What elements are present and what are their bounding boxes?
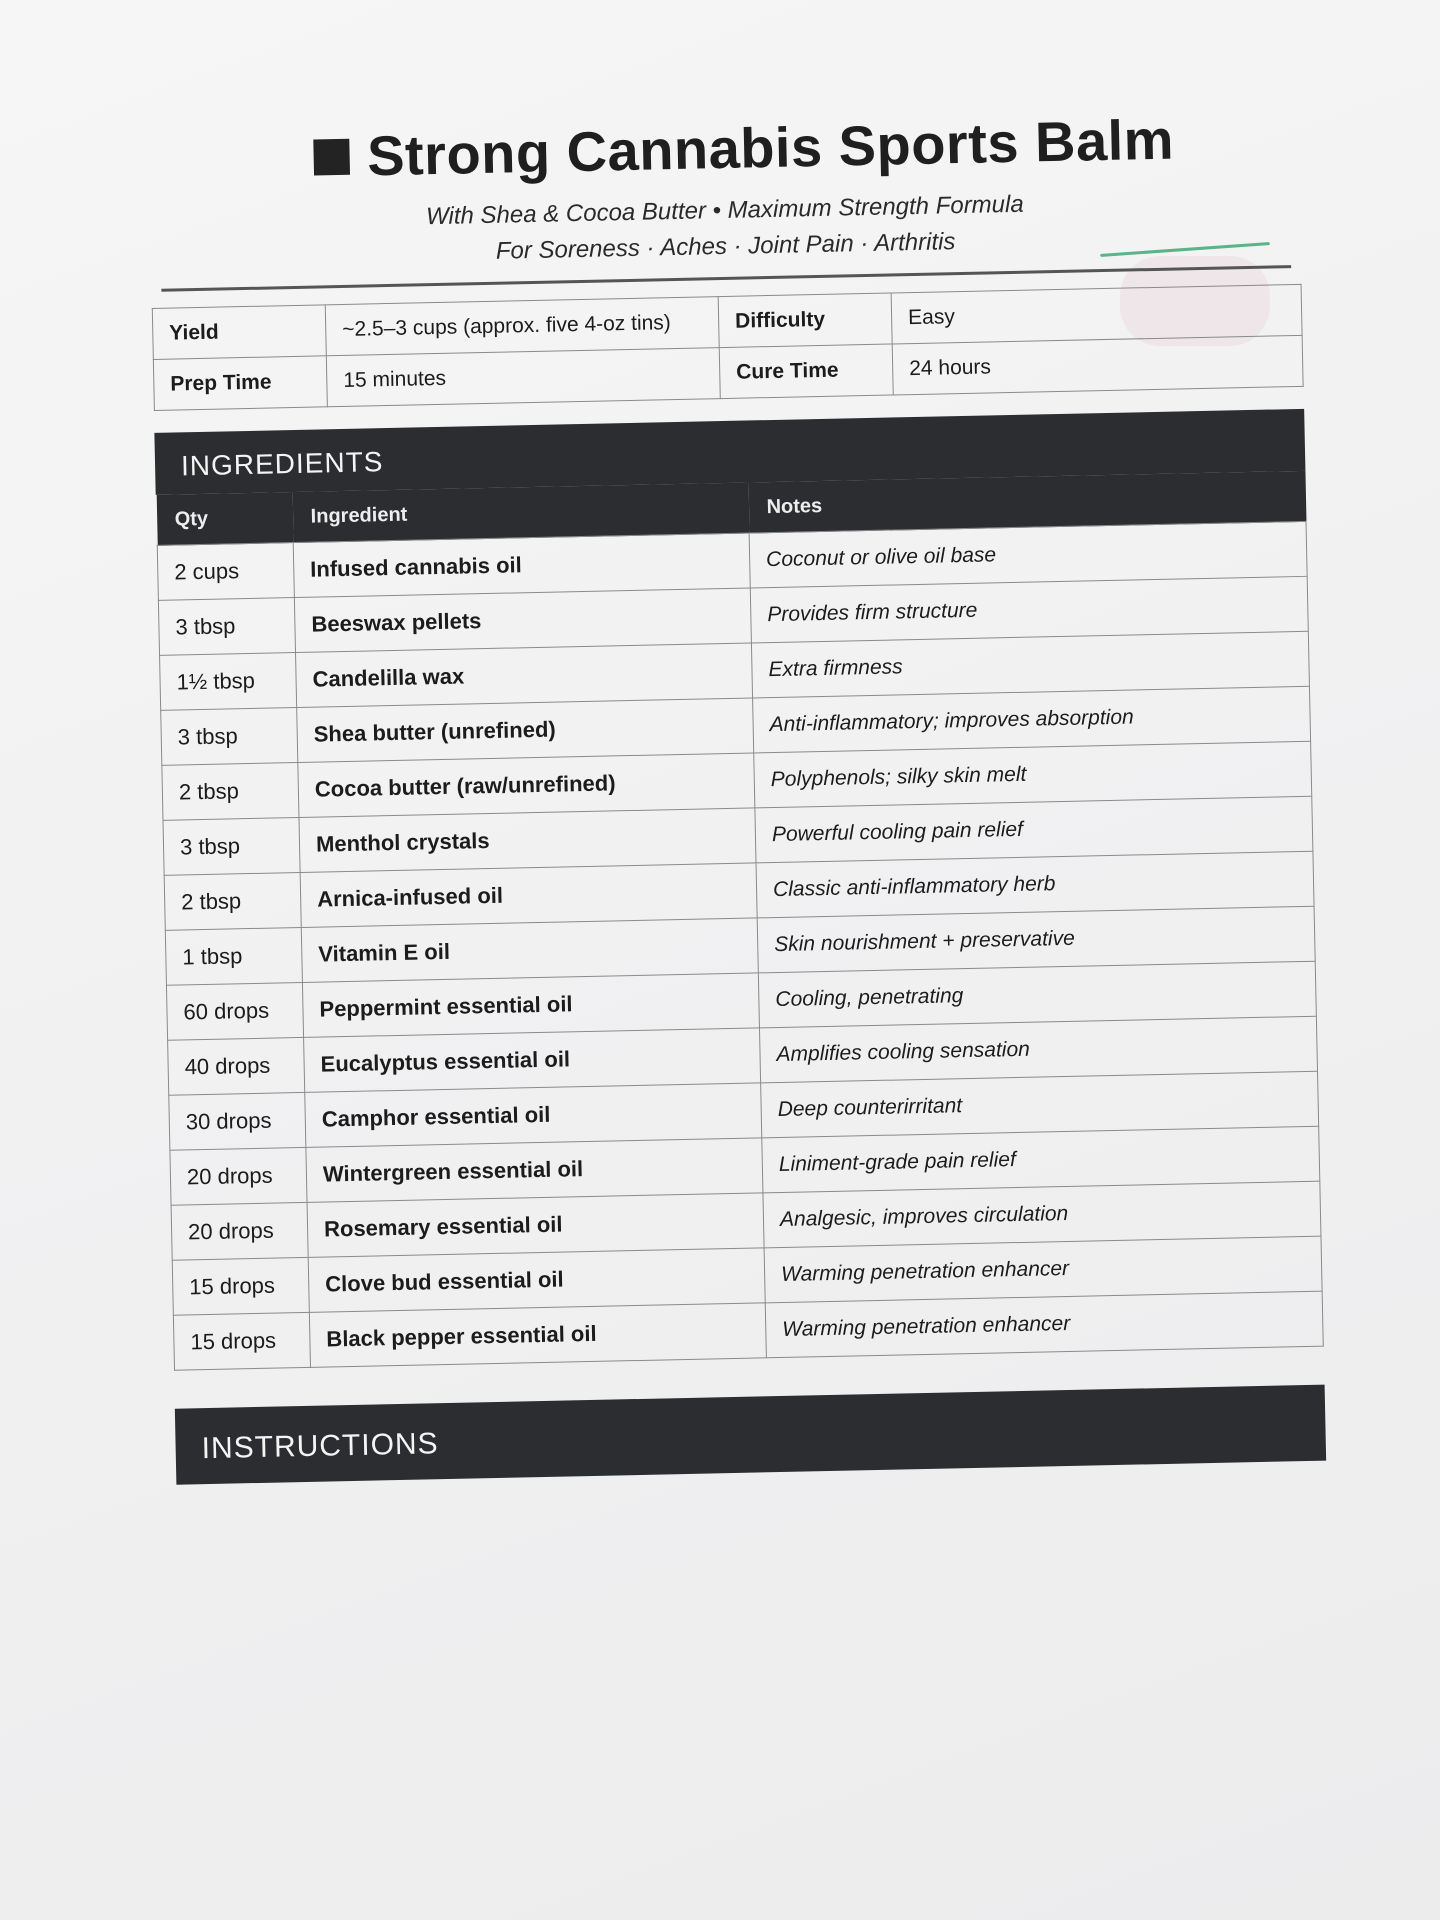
notes-cell: Skin nourishment + preservative (757, 906, 1315, 973)
square-bullet-icon (313, 138, 350, 175)
qty-cell: 15 drops (172, 1257, 309, 1315)
notes-cell: Analgesic, improves circulation (763, 1181, 1321, 1248)
notes-cell: Cooling, penetrating (758, 961, 1316, 1028)
qty-cell: 15 drops (173, 1312, 310, 1370)
prep-time-label: Prep Time (153, 356, 327, 411)
qty-column-header: Qty (156, 492, 293, 545)
yield-value: ~2.5–3 cups (approx. five 4-oz tins) (325, 297, 719, 356)
ingredient-cell: Camphor essential oil (305, 1083, 762, 1148)
notes-cell: Powerful cooling pain relief (755, 796, 1313, 863)
qty-cell: 20 drops (170, 1147, 307, 1205)
qty-cell: 2 tbsp (164, 872, 301, 930)
ingredient-column-header: Ingredient (292, 483, 749, 543)
notes-column-header: Notes (748, 471, 1306, 533)
ingredient-cell: Arnica-infused oil (300, 863, 757, 928)
meta-table (152, 284, 1304, 411)
ingredient-cell: Vitamin E oil (301, 918, 758, 983)
notes-cell: Liniment-grade pain relief (762, 1126, 1320, 1193)
ingredient-cell: Clove bud essential oil (308, 1248, 765, 1313)
ingredient-cell: Eucalyptus essential oil (304, 1028, 761, 1093)
notes-cell: Polyphenols; silky skin melt (754, 741, 1312, 808)
notes-cell: Warming penetration enhancer (765, 1291, 1323, 1358)
cure-time-label: Cure Time (719, 344, 893, 399)
instructions-heading: INSTRUCTIONS (175, 1385, 1326, 1485)
ingredient-cell: Shea butter (unrefined) (297, 698, 754, 763)
uses-line: For Soreness · Aches · Joint Pain · Arthritis (495, 228, 956, 265)
subtitle: With Shea & Cocoa Butter • Maximum Strength Formula (425, 190, 1024, 231)
qty-cell: 30 drops (169, 1092, 306, 1150)
title-row (188, 104, 1299, 192)
qty-cell: 3 tbsp (163, 817, 300, 875)
qty-cell: 2 tbsp (162, 763, 299, 821)
qty-cell: 3 tbsp (158, 598, 295, 656)
page-title: Strong Cannabis Sports Balm (366, 107, 1175, 188)
notes-cell: Deep counterirritant (761, 1071, 1319, 1138)
ingredient-cell: Rosemary essential oil (307, 1193, 764, 1258)
notes-cell: Amplifies cooling sensation (759, 1016, 1317, 1083)
yield-label: Yield (152, 305, 326, 360)
difficulty-value: Easy (891, 284, 1302, 344)
ingredient-cell: Infused cannabis oil (293, 533, 750, 598)
ingredient-cell: Beeswax pellets (294, 588, 751, 653)
notes-cell: Warming penetration enhancer (764, 1236, 1322, 1303)
notes-cell: Provides firm structure (750, 576, 1308, 643)
notes-cell: Classic anti-inflammatory herb (756, 851, 1314, 918)
ingredient-cell: Candelilla wax (296, 643, 753, 708)
qty-cell: 1 tbsp (165, 927, 302, 985)
cure-time-value: 24 hours (892, 335, 1303, 395)
qty-cell: 2 cups (157, 543, 294, 601)
ingredient-cell: Menthol crystals (299, 808, 756, 873)
notes-cell: Extra firmness (751, 631, 1309, 698)
qty-cell: 20 drops (171, 1202, 308, 1260)
qty-cell: 3 tbsp (161, 708, 298, 766)
ingredient-cell: Cocoa butter (raw/unrefined) (298, 753, 755, 818)
difficulty-label: Difficulty (718, 293, 892, 348)
qty-cell: 40 drops (168, 1037, 305, 1095)
ingredients-heading: INGREDIENTS (154, 409, 1305, 495)
ingredients-table (156, 471, 1324, 1371)
qty-cell: 60 drops (166, 982, 303, 1040)
ingredient-cell: Peppermint essential oil (302, 973, 759, 1038)
notes-cell: Coconut or olive oil base (749, 521, 1307, 588)
qty-cell: 1½ tbsp (160, 653, 297, 711)
prep-time-value: 15 minutes (326, 348, 720, 407)
ingredient-cell: Wintergreen essential oil (306, 1138, 763, 1203)
notes-cell: Anti-inflammatory; improves absorption (753, 686, 1311, 753)
recipe-document (148, 104, 1326, 1485)
ingredient-cell: Black pepper essential oil (309, 1303, 766, 1368)
